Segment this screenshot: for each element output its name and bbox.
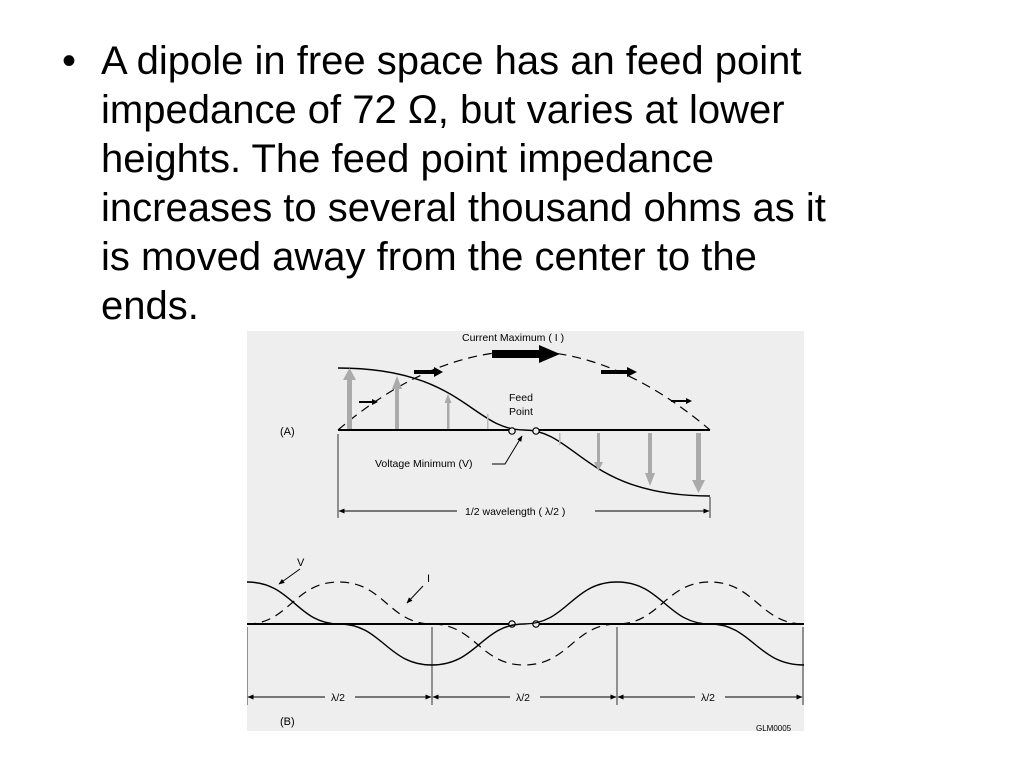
voltage-minimum-leader bbox=[492, 436, 522, 464]
panel-b-label: (B) bbox=[280, 716, 295, 728]
bullet-text bbox=[101, 37, 961, 331]
half-wavelength-label: 1/2 wavelength ( λ/2 ) bbox=[465, 506, 566, 518]
current-wave-label: I bbox=[427, 573, 431, 585]
bullet-line: increases to several thousand ohms as it bbox=[101, 186, 826, 230]
current-maximum-arrow bbox=[492, 345, 560, 363]
panel-a-label: (A) bbox=[280, 426, 295, 438]
figure-id-label: GLM0005 bbox=[756, 724, 792, 731]
bullet-line: is moved away from the center to the bbox=[101, 235, 757, 279]
bullet-line: heights. The feed point impedance bbox=[101, 137, 715, 181]
lambda-half-label: λ/2 bbox=[516, 692, 531, 704]
voltage-arrow bbox=[343, 368, 356, 429]
feed-terminal bbox=[509, 428, 515, 434]
voltage-arrow bbox=[594, 433, 603, 471]
feed-terminal bbox=[533, 428, 539, 434]
lambda-half-label: λ/2 bbox=[701, 692, 716, 704]
voltage-arrow bbox=[645, 433, 655, 486]
voltage-arrow bbox=[392, 376, 402, 429]
voltage-tick bbox=[487, 414, 489, 429]
current-distribution-curve bbox=[338, 351, 710, 430]
dipole-diagram bbox=[247, 331, 804, 731]
voltage-wave-leader bbox=[279, 569, 300, 584]
voltage-arrow bbox=[692, 433, 705, 493]
voltage-minimum-label: Voltage Minimum (V) bbox=[375, 458, 473, 470]
bullet-line: ends. bbox=[101, 284, 199, 328]
voltage-arrow bbox=[445, 394, 452, 429]
feed-point-label-line2: Point bbox=[509, 406, 533, 418]
current-wave-leader bbox=[407, 586, 423, 603]
current-maximum-label: Current Maximum ( I ) bbox=[462, 332, 565, 344]
lambda-half-label: λ/2 bbox=[331, 692, 346, 704]
bullet-line: impedance of 72 Ω, but varies at lower bbox=[101, 88, 785, 132]
bullet-line: A dipole in free space has an feed point bbox=[101, 39, 802, 83]
voltage-wave-label: V bbox=[297, 557, 305, 569]
dipole-diagram-svg bbox=[247, 331, 804, 731]
voltage-tick bbox=[559, 433, 561, 445]
feed-point-label-line1: Feed bbox=[509, 392, 533, 404]
bullet-marker: • bbox=[62, 39, 77, 83]
